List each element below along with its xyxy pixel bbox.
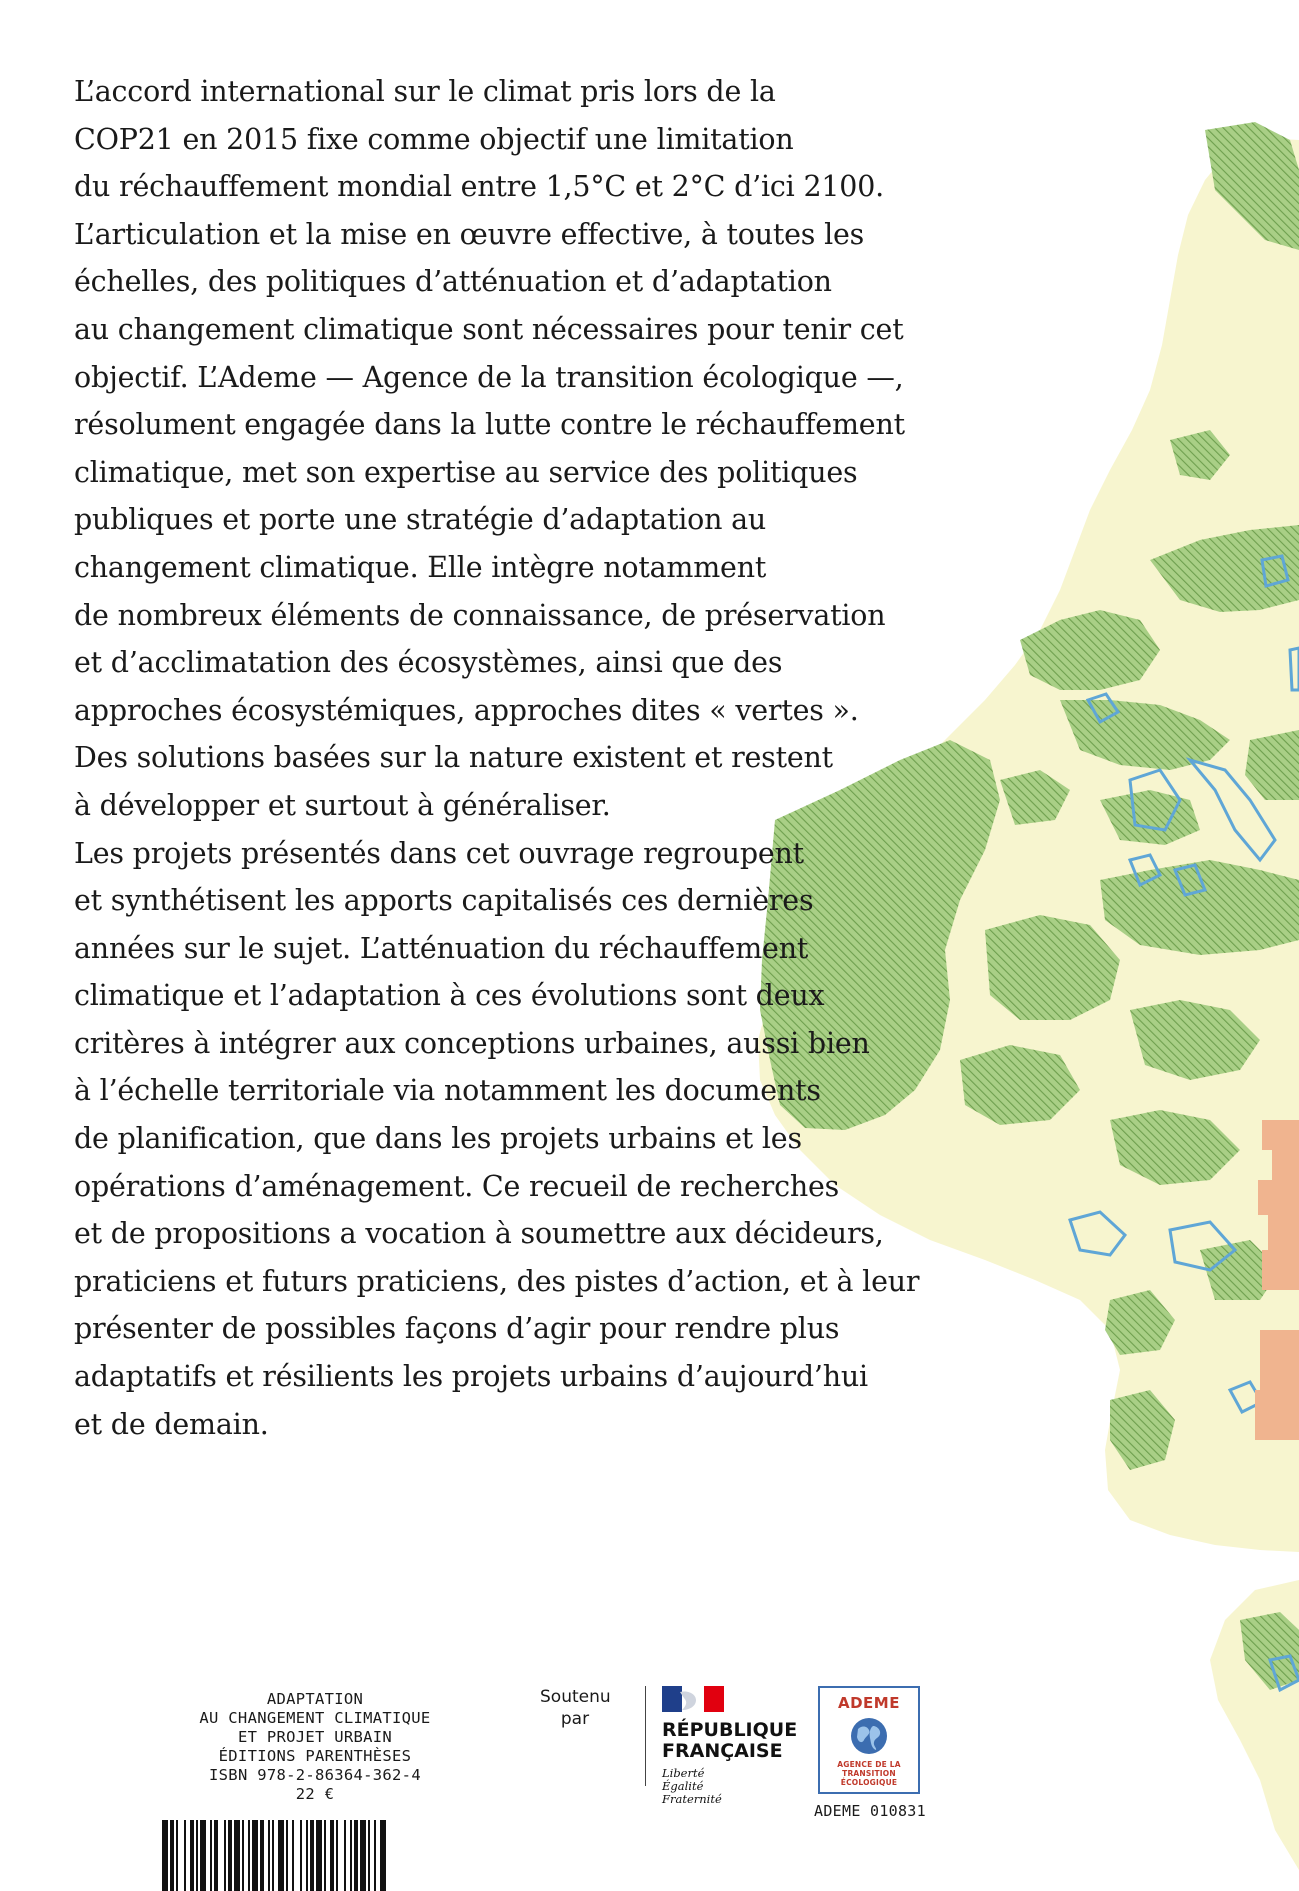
barcode-bar [260, 1820, 264, 1891]
globe-icon [849, 1716, 889, 1756]
barcode-bar [224, 1820, 226, 1891]
text-line: et d’acclimatation des écosystèmes, ainsi que des [74, 646, 783, 680]
text-line: et de demain. [74, 1407, 269, 1441]
ademe-subtitle [820, 1760, 918, 1787]
barcode-bar [350, 1820, 352, 1891]
barcode-bar [310, 1820, 314, 1891]
text-line: changement climatique. Elle intègre notamment [74, 550, 767, 584]
barcode-bar [374, 1820, 376, 1891]
marianne-icon [662, 1686, 724, 1712]
barcode-bar [316, 1820, 322, 1891]
barcode-bar [344, 1820, 346, 1891]
barcode-bar [272, 1820, 274, 1891]
barcode-bar [196, 1820, 198, 1891]
gov-motto-line: Égalité [662, 1779, 704, 1793]
back-cover-text [74, 68, 1004, 1448]
barcode-bar [286, 1820, 288, 1891]
colophon-line: ADAPTATION [266, 1690, 364, 1708]
text-line: années sur le sujet. L’atténuation du réchauffement [74, 931, 809, 965]
text-line: COP21 en 2015 fixe comme objectif une limitation [74, 122, 794, 156]
text-line: échelles, des politiques d’atténuation et d’adaptation [74, 265, 832, 299]
gov-name-line: RÉPUBLIQUE [662, 1719, 798, 1741]
text-line: présenter de possibles façons d’agir pour rendre plus [74, 1312, 840, 1346]
text-line: de nombreux éléments de connaissance, de préservation [74, 598, 886, 632]
text-line: Des solutions basées sur la nature existent et restent [74, 741, 833, 775]
colophon-line: ET PROJET URBAIN [237, 1728, 393, 1746]
barcode-bar [242, 1820, 244, 1891]
barcode-bar [330, 1820, 334, 1891]
barcode-bar [210, 1820, 212, 1891]
barcode-bar [252, 1820, 258, 1891]
barcode-bar [214, 1820, 218, 1891]
barcode-bar [306, 1820, 308, 1891]
barcode-bar [336, 1820, 338, 1891]
support-label-line: Soutenu [540, 1687, 611, 1707]
gov-motto-line: Fraternité [662, 1792, 722, 1806]
barcode [162, 1820, 452, 1891]
barcode-bar [278, 1820, 284, 1891]
text-line: critères à intégrer aux conceptions urbaines, aussi bien [74, 1026, 870, 1060]
barcode-bar [200, 1820, 206, 1891]
ademe-subtitle-line: AGENCE DE LA [837, 1760, 901, 1769]
gov-name [662, 1720, 812, 1762]
text-line: L’accord international sur le climat pris lors de la [74, 75, 776, 108]
logo-divider [645, 1686, 646, 1786]
barcode-bar [292, 1820, 294, 1891]
support-label [540, 1686, 610, 1730]
text-line: de planification, que dans les projets urbains et les [74, 1122, 802, 1156]
ademe-subtitle-line: ÉCOLOGIQUE [840, 1778, 898, 1787]
text-line: objectif. L’Ademe — Agence de la transition écologique —, [74, 360, 904, 394]
barcode-bar [228, 1820, 232, 1891]
barcode-bar [176, 1820, 178, 1891]
support-label-line: par [560, 1709, 590, 1729]
text-line: et synthétisent les apports capitalisés ces dernières [74, 884, 814, 918]
republique-francaise-logo [662, 1686, 812, 1806]
barcode-bar [248, 1820, 250, 1891]
text-line: climatique et l’adaptation à ces évolutions sont deux [74, 979, 825, 1013]
ademe-subtitle-line: TRANSITION [842, 1769, 896, 1778]
barcode-bar [170, 1820, 174, 1891]
text-line: et de propositions a vocation à soumettre aux décideurs, [74, 1217, 884, 1251]
barcode-bar [162, 1820, 168, 1891]
barcode-bar [268, 1820, 270, 1891]
text-line: au changement climatique sont nécessaires pour tenir cet [74, 312, 904, 346]
text-line: praticiens et futurs praticiens, des pistes d’action, et à leur [74, 1264, 920, 1298]
barcode-bar [300, 1820, 302, 1891]
text-line: L’articulation et la mise en œuvre effective, à toutes les [74, 217, 865, 251]
text-line: opérations d’aménagement. Ce recueil de recherches [74, 1169, 840, 1203]
text-line: à l’échelle territoriale via notamment les documents [74, 1074, 821, 1108]
barcode-bar [354, 1820, 358, 1891]
text-line: Les projets présentés dans cet ouvrage regroupent [74, 836, 804, 870]
gov-name-line: FRANÇAISE [662, 1740, 783, 1762]
gov-motto [662, 1767, 812, 1806]
barcode-bar [380, 1820, 386, 1891]
barcode-bar [324, 1820, 326, 1891]
text-line: à développer et surtout à généraliser. [74, 788, 611, 822]
text-line: approches écosystémiques, approches dites « vertes ». [74, 693, 859, 727]
barcode-bar [190, 1820, 194, 1891]
barcode-bar [368, 1820, 370, 1891]
barcode-bar [184, 1820, 186, 1891]
ademe-reference: ADEME 010831 [814, 1802, 926, 1820]
colophon-isbn: ISBN 978-2-86364-362-4 [209, 1766, 421, 1784]
barcode-bar [360, 1820, 366, 1891]
colophon [170, 1690, 460, 1804]
ademe-title: ADEME [838, 1694, 900, 1712]
gov-motto-line: Liberté [662, 1766, 705, 1780]
colophon-price: 22 € [295, 1785, 335, 1803]
text-line: publiques et porte une stratégie d’adaptation au [74, 503, 767, 537]
barcode-bar [234, 1820, 240, 1891]
ademe-logo [818, 1686, 920, 1794]
colophon-line: ÉDITIONS PARENTHÈSES [218, 1747, 412, 1765]
text-line: adaptatifs et résilients les projets urbains d’aujourd’hui [74, 1360, 868, 1394]
colophon-line: AU CHANGEMENT CLIMATIQUE [199, 1709, 431, 1727]
text-line: résolument engagée dans la lutte contre le réchauffement [74, 408, 905, 442]
text-line: climatique, met son expertise au service des politiques [74, 455, 858, 489]
text-line: du réchauffement mondial entre 1,5°C et 2°C d’ici 2100. [74, 170, 885, 204]
